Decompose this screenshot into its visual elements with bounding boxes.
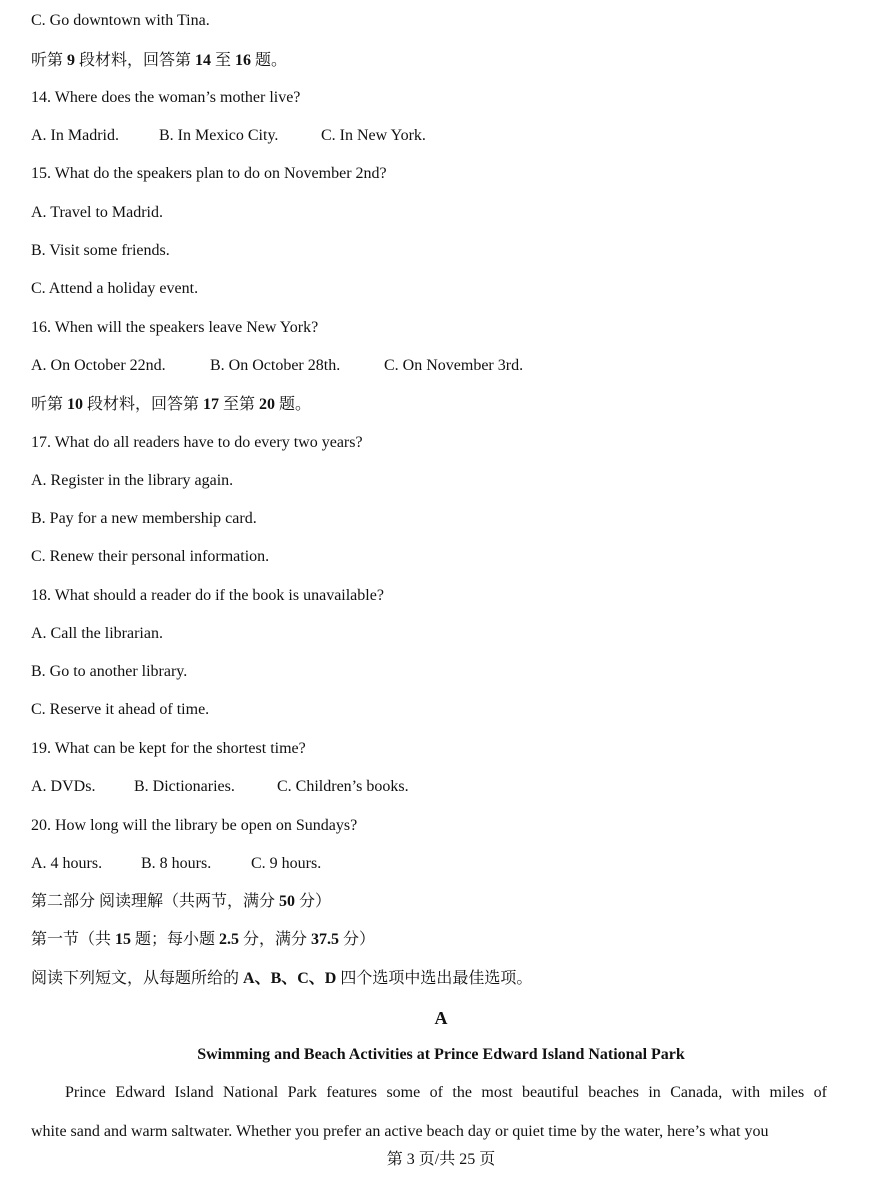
q15-option-c: C. Attend a holiday event. — [31, 280, 199, 297]
num: 37.5 — [311, 931, 340, 948]
text: 分，满分 — [239, 931, 312, 948]
text: 段材料，回答第 — [75, 52, 196, 69]
question-15: 15. What do the speakers plan to do on November 2nd? — [31, 165, 387, 182]
q13-option-c: C. Go downtown with Tina. — [31, 12, 210, 29]
q17-option-b: B. Pay for a new membership card. — [31, 510, 257, 527]
q16-option-c: C. On November 3rd. — [384, 357, 524, 374]
q16-option-a: A. On October 22nd. — [31, 357, 166, 374]
q15-option-b: B. Visit some friends. — [31, 242, 170, 259]
text: 阅读下列短文，从每题所给的 — [31, 970, 244, 987]
num: 50 — [279, 893, 296, 910]
text: 至 — [211, 52, 236, 69]
passage-line-1: Prince Edward Island National Park features some of the most beautiful beaches in Canada, with miles of — [65, 1084, 827, 1101]
section-instruction-10 — [31, 395, 311, 415]
q14-option-b: B. In Mexico City. — [159, 127, 279, 144]
q19-option-a: A. DVDs. — [31, 778, 96, 795]
text: 题。 — [275, 396, 312, 413]
text: 段材料，回答第 — [83, 396, 204, 413]
num: 16 — [235, 52, 252, 69]
num: 9 — [67, 52, 76, 69]
q16-option-b: B. On October 28th. — [210, 357, 341, 374]
question-20-options — [31, 854, 321, 874]
q18-option-c: C. Reserve it ahead of time. — [31, 701, 210, 718]
part-two-heading — [31, 892, 331, 912]
q14-option-c: C. In New York. — [321, 127, 426, 144]
q15-option-a: A. Travel to Madrid. — [31, 204, 163, 221]
q17-option-c: C. Renew their personal information. — [31, 548, 270, 565]
text: 分） — [295, 893, 332, 910]
question-16: 16. When will the speakers leave New York? — [31, 319, 319, 336]
section-instruction-9 — [31, 51, 287, 71]
q14-option-a: A. In Madrid. — [31, 127, 119, 144]
question-16-options — [31, 356, 523, 376]
passage-title: Swimming and Beach Activities at Prince Edward Island National Park — [197, 1046, 685, 1063]
q18-option-a: A. Call the librarian. — [31, 625, 163, 642]
num: 14 — [195, 52, 212, 69]
q17-option-a: A. Register in the library again. — [31, 472, 234, 489]
text: 听第 — [31, 52, 68, 69]
passage-letter: A — [434, 1008, 448, 1028]
num: 10 — [67, 396, 84, 413]
text: 听第 — [31, 396, 68, 413]
choice-letters: A、B、C、D — [243, 970, 337, 987]
q18-option-b: B. Go to another library. — [31, 663, 188, 680]
reading-instruction — [31, 969, 532, 989]
question-14: 14. Where does the woman’s mother live? — [31, 89, 301, 106]
num: 15 — [115, 931, 132, 948]
q20-option-c: C. 9 hours. — [251, 855, 322, 872]
text: 第一节（共 — [31, 931, 116, 948]
text: 第二部分 阅读理解（共两节，满分 — [31, 893, 280, 910]
q20-option-b: B. 8 hours. — [141, 855, 212, 872]
num: 20 — [259, 396, 276, 413]
question-14-options — [31, 126, 426, 146]
question-19: 19. What can be kept for the shortest time? — [31, 740, 306, 757]
page-number: 第 3 页/共 25 页 — [386, 1151, 496, 1168]
question-19-options — [31, 777, 409, 797]
text: 四个选项中选出最佳选项。 — [336, 970, 533, 987]
question-18: 18. What should a reader do if the book is unavailable? — [31, 587, 384, 604]
question-17: 17. What do all readers have to do every two years? — [31, 434, 363, 451]
section-one-heading — [31, 930, 375, 950]
text: 分） — [339, 931, 376, 948]
question-20: 20. How long will the library be open on Sundays? — [31, 817, 358, 834]
num: 17 — [203, 396, 220, 413]
q19-option-c: C. Children’s books. — [277, 778, 409, 795]
num: 2.5 — [219, 931, 240, 948]
q20-option-a: A. 4 hours. — [31, 855, 103, 872]
text: 题。 — [251, 52, 288, 69]
passage-line-2: white sand and warm saltwater. Whether you prefer an active beach day or quiet time by the water, here’s what you — [31, 1123, 769, 1140]
text: 至第 — [219, 396, 260, 413]
q19-option-b: B. Dictionaries. — [134, 778, 235, 795]
text: 题；每小题 — [131, 931, 220, 948]
